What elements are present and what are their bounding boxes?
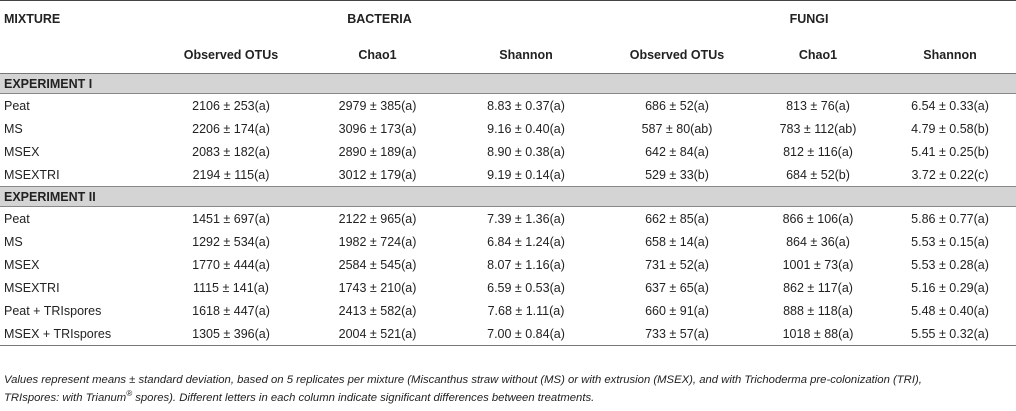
value-cell: 662 ± 85(a) bbox=[645, 211, 709, 226]
value-cell: 9.19 ± 0.14(a) bbox=[487, 167, 565, 182]
caption-line-1: Values represent means ± standard deviation, based on 5 replicates per mixture (Miscanthus straw without (MS) or with extrusion (MSEX), and with Trichoderma pre-colonization (TRI), bbox=[4, 374, 922, 386]
value-cell: 7.00 ± 0.84(a) bbox=[450, 322, 602, 346]
table-row bbox=[0, 94, 1016, 118]
mixture-name-cell: MSEX bbox=[4, 257, 40, 272]
caption-line-2-end: spores). Different letters in each column indicate significant differences between treatments. bbox=[132, 392, 595, 404]
value-cell: 5.55 ± 0.32(a) bbox=[884, 322, 1016, 346]
table-row bbox=[0, 117, 1016, 140]
caption-line-2-start: TRIspores: with Trianum bbox=[4, 392, 127, 404]
value-cell: 3.72 ± 0.22(c) bbox=[911, 167, 989, 182]
table-row bbox=[0, 140, 1016, 163]
value-cell: 2979 ± 385(a) bbox=[338, 98, 417, 113]
mixture-name-cell: MSEX + TRIspores bbox=[0, 322, 157, 346]
table-row bbox=[0, 322, 1016, 346]
value-cell: 686 ± 52(a) bbox=[645, 98, 709, 113]
mixture-name-cell: MSEXTRI bbox=[4, 167, 60, 182]
section-row bbox=[0, 74, 1016, 94]
value-cell: 5.53 ± 0.28(a) bbox=[911, 257, 989, 272]
value-cell: 7.68 ± 1.11(a) bbox=[487, 303, 565, 318]
value-cell: 3096 ± 173(a) bbox=[338, 121, 417, 136]
table-row bbox=[0, 207, 1016, 231]
header-row-groups bbox=[0, 1, 1016, 38]
value-cell: 2194 ± 115(a) bbox=[192, 167, 270, 182]
fungi-chao1-header: Chao1 bbox=[752, 37, 884, 74]
value-cell: 2413 ± 582(a) bbox=[338, 303, 417, 318]
value-cell: 642 ± 84(a) bbox=[645, 144, 709, 159]
bacteria-header: BACTERIA bbox=[347, 12, 412, 26]
value-cell: 1618 ± 447(a) bbox=[192, 303, 270, 318]
value-cell: 8.83 ± 0.37(a) bbox=[487, 98, 565, 113]
value-cell: 2106 ± 253(a) bbox=[192, 98, 270, 113]
section-row bbox=[0, 187, 1016, 207]
value-cell: 587 ± 80(ab) bbox=[641, 121, 713, 136]
section-title: EXPERIMENT II bbox=[0, 187, 1016, 207]
value-cell: 658 ± 14(a) bbox=[645, 234, 709, 249]
mixture-name-cell: MS bbox=[4, 234, 23, 249]
bacteria-observed-otus-header: Observed OTUs bbox=[157, 37, 305, 74]
value-cell: 6.59 ± 0.53(a) bbox=[487, 280, 565, 295]
mixture-name-cell: MSEX bbox=[4, 144, 40, 159]
value-cell: 2584 ± 545(a) bbox=[338, 257, 417, 272]
bacteria-chao1-header: Chao1 bbox=[305, 37, 450, 74]
header-row-columns bbox=[0, 37, 1016, 74]
value-cell: 5.16 ± 0.29(a) bbox=[911, 280, 989, 295]
value-cell: 731 ± 52(a) bbox=[645, 257, 709, 272]
value-cell: 529 ± 33(b) bbox=[645, 167, 709, 182]
value-cell: 1305 ± 396(a) bbox=[157, 322, 305, 346]
mixture-header: MIXTURE bbox=[4, 12, 61, 26]
value-cell: 637 ± 65(a) bbox=[645, 280, 709, 295]
fungi-shannon-header: Shannon bbox=[884, 37, 1016, 74]
value-cell: 8.90 ± 0.38(a) bbox=[487, 144, 565, 159]
value-cell: 9.16 ± 0.40(a) bbox=[487, 121, 565, 136]
value-cell: 5.41 ± 0.25(b) bbox=[911, 144, 989, 159]
table-row bbox=[0, 230, 1016, 253]
value-cell: 1115 ± 141(a) bbox=[193, 280, 269, 295]
value-cell: 8.07 ± 1.16(a) bbox=[487, 257, 565, 272]
value-cell: 2206 ± 174(a) bbox=[192, 121, 270, 136]
table-body bbox=[0, 74, 1016, 346]
section-title: EXPERIMENT I bbox=[0, 74, 1016, 94]
value-cell: 888 ± 118(a) bbox=[783, 303, 853, 318]
value-cell: 783 ± 112(ab) bbox=[779, 121, 857, 136]
table-row bbox=[0, 253, 1016, 276]
value-cell: 6.54 ± 0.33(a) bbox=[911, 98, 989, 113]
value-cell: 2890 ± 189(a) bbox=[338, 144, 417, 159]
value-cell: 1770 ± 444(a) bbox=[192, 257, 270, 272]
value-cell: 3012 ± 179(a) bbox=[338, 167, 417, 182]
table-row bbox=[0, 276, 1016, 299]
mixture-name-cell: MS bbox=[4, 121, 23, 136]
value-cell: 1982 ± 724(a) bbox=[338, 234, 417, 249]
value-cell: 2004 ± 521(a) bbox=[305, 322, 450, 346]
value-cell: 684 ± 52(b) bbox=[786, 167, 850, 182]
mixture-name-cell: Peat + TRIspores bbox=[4, 303, 102, 318]
caption-line-2 bbox=[4, 389, 1012, 407]
value-cell: 862 ± 117(a) bbox=[783, 280, 853, 295]
empty-header-cell bbox=[0, 37, 157, 74]
value-cell: 2122 ± 965(a) bbox=[338, 211, 417, 226]
fungi-header: FUNGI bbox=[789, 12, 829, 26]
value-cell: 1451 ± 697(a) bbox=[192, 211, 270, 226]
value-cell: 866 ± 106(a) bbox=[782, 211, 854, 226]
bacteria-shannon-header: Shannon bbox=[450, 37, 602, 74]
value-cell: 1018 ± 88(a) bbox=[752, 322, 884, 346]
value-cell: 2083 ± 182(a) bbox=[192, 144, 270, 159]
value-cell: 5.48 ± 0.40(a) bbox=[911, 303, 989, 318]
mixture-name-cell: Peat bbox=[4, 98, 30, 113]
value-cell: 7.39 ± 1.36(a) bbox=[487, 211, 565, 226]
value-cell: 660 ± 91(a) bbox=[645, 303, 709, 318]
value-cell: 812 ± 116(a) bbox=[783, 144, 853, 159]
value-cell: 6.84 ± 1.24(a) bbox=[487, 234, 565, 249]
value-cell: 1292 ± 534(a) bbox=[192, 234, 270, 249]
table-row bbox=[0, 163, 1016, 187]
value-cell: 864 ± 36(a) bbox=[786, 234, 850, 249]
value-cell: 5.53 ± 0.15(a) bbox=[911, 234, 989, 249]
value-cell: 1001 ± 73(a) bbox=[782, 257, 854, 272]
value-cell: 733 ± 57(a) bbox=[602, 322, 752, 346]
value-cell: 5.86 ± 0.77(a) bbox=[911, 211, 989, 226]
registered-mark: ® bbox=[126, 389, 133, 399]
fungi-observed-otus-header: Observed OTUs bbox=[602, 37, 752, 74]
value-cell: 813 ± 76(a) bbox=[786, 98, 850, 113]
mixture-name-cell: Peat bbox=[4, 211, 30, 226]
mixture-name-cell: MSEXTRI bbox=[4, 280, 60, 295]
value-cell: 1743 ± 210(a) bbox=[338, 280, 417, 295]
value-cell: 4.79 ± 0.58(b) bbox=[911, 121, 989, 136]
table-caption bbox=[4, 371, 1012, 407]
table-row bbox=[0, 299, 1016, 322]
